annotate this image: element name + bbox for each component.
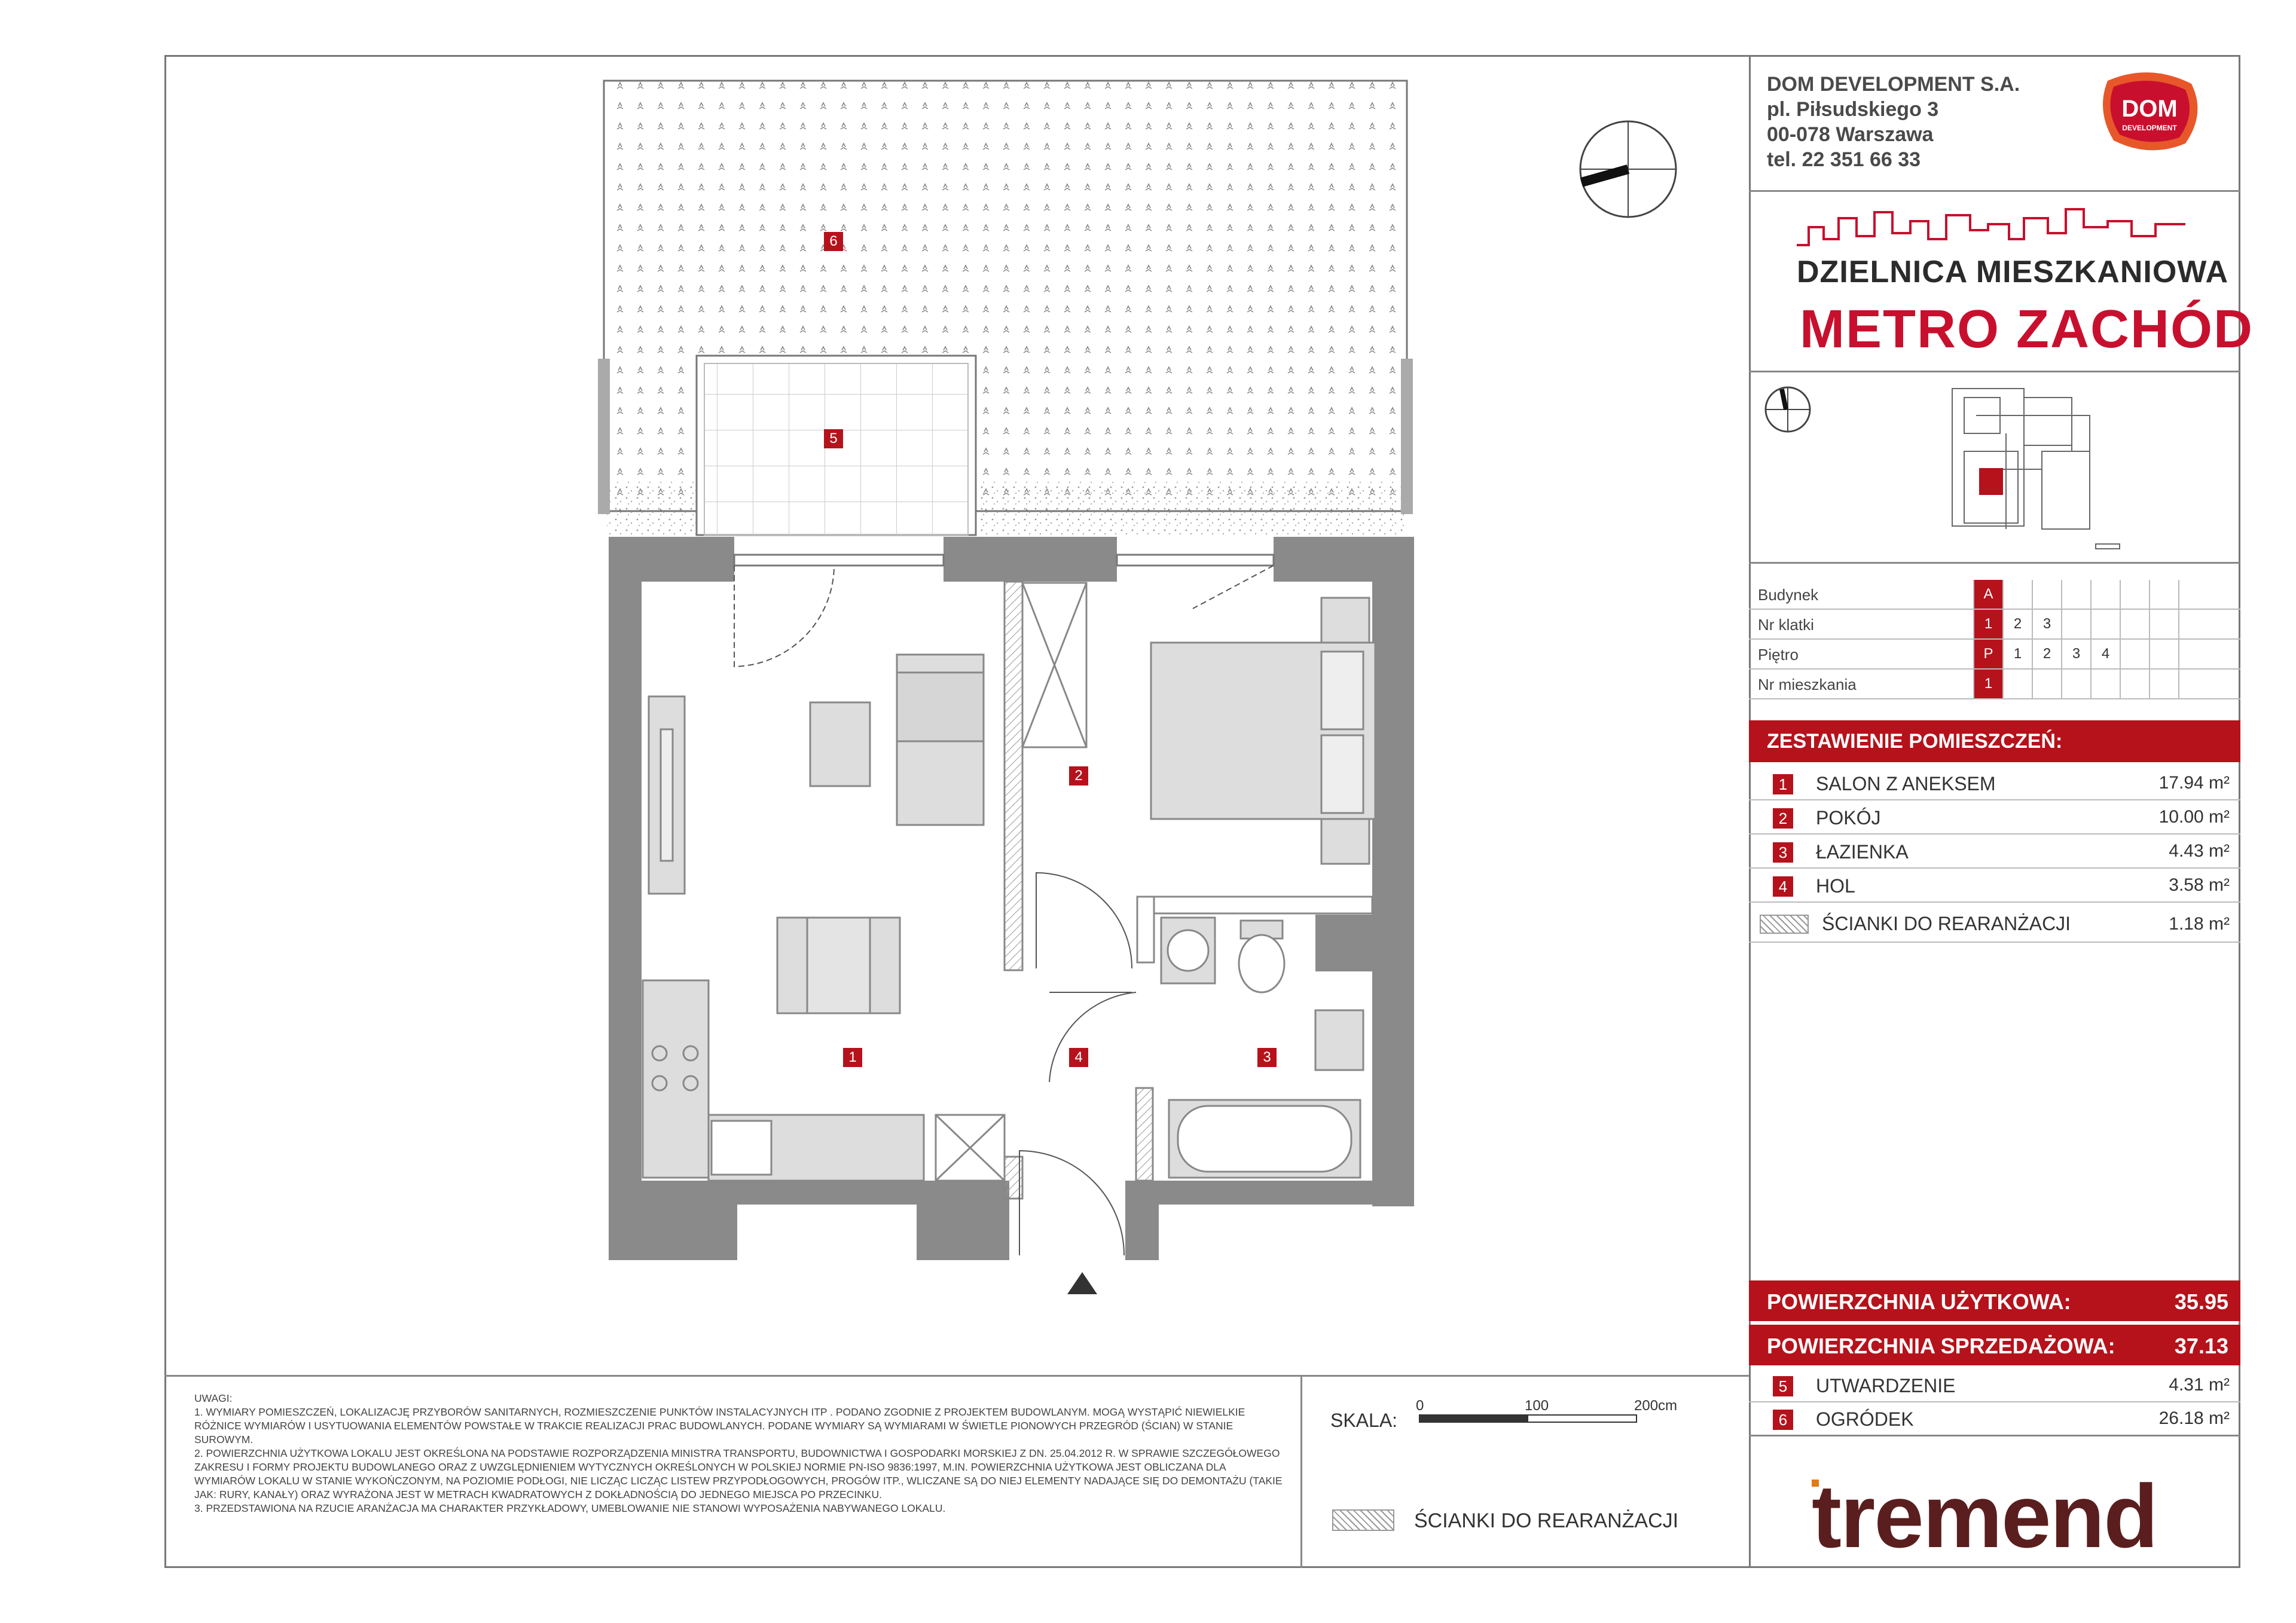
location-grid-cell (2090, 670, 2120, 698)
location-grid-label: Nr mieszkania (1758, 676, 1857, 693)
compass-icon (1580, 121, 1676, 217)
location-grid-cell (2120, 610, 2149, 638)
room-area: 3.58 m² (2169, 875, 2230, 895)
location-grid-cell: P (1973, 640, 2002, 668)
room-number: 3 (1773, 842, 1793, 863)
company-name: DOM DEVELOPMENT S.A. (1767, 73, 2020, 96)
walls-row-label: ŚCIANKI DO REARANŻACJI (1822, 913, 2071, 934)
company-phone: tel. 22 351 66 33 (1767, 148, 1921, 171)
location-grid-row (1749, 580, 2240, 610)
extra-number: 5 (1773, 1376, 1793, 1396)
location-grid-row (1749, 640, 2240, 670)
location-grid-cell: 3 (2032, 610, 2061, 638)
location-grid-cell: 1 (1973, 670, 2002, 698)
scale-tick-0: 0 (1416, 1398, 1424, 1414)
extra-area-row (1749, 1369, 2240, 1402)
location-grid-cell: A (1973, 580, 2002, 609)
usable-area-bar (1749, 1280, 2240, 1321)
room-row (1749, 767, 2240, 800)
location-grid-cell (2032, 580, 2061, 609)
extra-name: UTWARDZENIE (1816, 1375, 1956, 1396)
location-grid-cell (2178, 610, 2208, 638)
location-grid-cell (2149, 610, 2178, 638)
location-grid-cell: 3 (2061, 640, 2090, 668)
room-row (1749, 869, 2240, 903)
scale-tick-200: 200cm (1634, 1398, 1678, 1414)
room-name: ŁAZIENKA (1816, 841, 1909, 863)
entrance-arrow-icon (1067, 1272, 1097, 1294)
extra-area-row (1749, 1402, 2240, 1436)
note-1: 1. WYMIARY POMIESZCZEŃ, LOKALIZACJĘ PRZYBORÓW SANITARNYCH, ROZMIESZCZENIE PUNKTÓW INSTALACYJNYCH ITP . PODANO ZGODNIE Z PROJEKTEM BUDOWLANYM. MOGĄ WYSTĄPIĆ NIEWIELKIE RÓŻNICE WYMIARÓW I USYTUOWANIA ELEMENTÓW POWSTAŁE W TRAKCIE REALIZACJI PRAC BUDOWLANYCH. PODANE WYMIARY SĄ WYMIARAMI W ŚWIETLE PIONOWYCH PRZEGRÓD (ŚCIAN) W STANIE SUROWYM. (194, 1406, 1245, 1445)
location-grid-cell (2120, 580, 2149, 609)
note-2: 2. POWIERZCHNIA UŻYTKOWA LOKALU JEST OKREŚLONA NA PODSTAWIE ROZPORZĄDZENIA MINISTRA TRANSPORTU, BUDOWNICTWA I GOSPODARKI MORSKIEJ Z DN. 25.04.2012 R. W SPRAWIE SZCZEGÓŁOWEGO ZAKRESU I FORMY PROJEKTU BUDOWLANEGO ORAZ Z UWZGLĘDNIENIEM WYTYCZNYCH OKREŚLONYCH W POLSKIEJ NORMIE PN-ISO 9836:1997, M.IN. POWIERZCHNIA UŻYTKOWA JEST OBLICZANA DLA WYMIARÓW LOKALU W STANIE WYKOŃCZONYM, NA POZIOMIE PODŁOGI, NIE LICZĄC LICZĄC LISTEW PRZYPODŁOGOWYCH, PROGÓW ITP., WLICZANE SĄ DO NIEJ ELEMENTY NADAJĄCE SIĘ DO DEMONTAŻU (TAKIE JAK: RURY, KANAŁY) ORAZ WYRAŻONA JEST W METRACH KWADRATOWYCH Z DOKŁADNOŚCIĄ DO JEDNEGO MIEJSCA PO PRZECINKU. (194, 1447, 1283, 1500)
room-area: 10.00 m² (2158, 807, 2230, 827)
room-area: 17.94 m² (2158, 773, 2230, 793)
plan-marker-1: 1 (843, 1048, 862, 1067)
room-area: 4.43 m² (2169, 841, 2230, 861)
walls-row-area: 1.18 m² (2169, 914, 2230, 934)
location-grid-cell (2149, 640, 2178, 668)
room-number: 2 (1773, 808, 1793, 829)
legend-label: ŚCIANKI DO REARANŻACJI (1414, 1509, 1679, 1532)
location-grid-cell (2002, 670, 2032, 698)
location-grid-cell (2061, 580, 2090, 609)
plan-marker-4: 4 (1069, 1048, 1088, 1067)
plan-marker-6: 6 (824, 232, 843, 251)
extra-area: 26.18 m² (2158, 1408, 2230, 1428)
location-grid-label: Nr klatki (1758, 616, 1814, 634)
location-grid-cell (2178, 640, 2208, 668)
note-3: 3. PRZEDSTAWIONA NA RZUCIE ARANŻACJA MA CHARAKTER PRZYKŁADOWY, UMEBLOWANIE NIE STANOWI WYPOSAŻENIA NABYWANEGO LOKALU. (194, 1502, 946, 1514)
scale-label: SKALA: (1330, 1410, 1398, 1431)
room-name: POKÓJ (1816, 807, 1881, 829)
sale-area-bar (1749, 1325, 2240, 1365)
location-grid-label: Budynek (1758, 586, 1819, 604)
location-grid-cell (2120, 640, 2149, 668)
location-grid-cell (2061, 670, 2090, 698)
location-grid-cell (2090, 580, 2120, 609)
location-grid-cell (2149, 580, 2178, 609)
usable-area-value: 35.95 (2174, 1289, 2228, 1314)
divider (1749, 371, 2240, 372)
rooms-header (1749, 720, 2240, 762)
plan-marker-3: 3 (1257, 1048, 1277, 1067)
skyline-icon (1797, 203, 2185, 254)
location-grid-cell: 2 (2002, 610, 2032, 638)
walls-hatch-swatch (1760, 915, 1809, 934)
project-line-1: DZIELNICA MIESZKANIOWA (1797, 255, 2229, 289)
location-grid-cell (2061, 610, 2090, 638)
bottom-divider-vertical (1300, 1375, 1302, 1568)
plan-marker-2: 2 (1069, 766, 1088, 785)
extra-number: 6 (1773, 1410, 1793, 1430)
location-grid-cell (2178, 580, 2208, 609)
scale-tick-100: 100 (1525, 1398, 1549, 1414)
room-number: 1 (1773, 774, 1793, 794)
extra-area: 4.31 m² (2169, 1375, 2230, 1395)
scale-bar (1419, 1414, 1637, 1423)
location-grid-row (1749, 670, 2240, 699)
location-grid-cell (2090, 610, 2120, 638)
project-line-2: METRO ZACHÓD (1800, 299, 2254, 359)
room-row (1749, 801, 2240, 835)
divider (1749, 562, 2240, 564)
rooms-header-text: ZESTAWIENIE POMIESZCZEŃ: (1767, 730, 2063, 753)
location-grid-cell: 2 (2032, 640, 2061, 668)
divider (1749, 1435, 2240, 1436)
location-grid-cell (2178, 670, 2208, 698)
divider (1749, 190, 2240, 192)
notes-block (194, 1392, 1286, 1515)
company-address-city: 00-078 Warszawa (1767, 123, 1934, 146)
bottom-divider (164, 1375, 1749, 1377)
company-address-street: pl. Piłsudskiego 3 (1767, 98, 1939, 121)
location-grid-cell (2002, 580, 2032, 609)
company-logo (2096, 69, 2203, 158)
site-plan-thumbnail (1761, 380, 2239, 559)
room-number: 4 (1773, 876, 1793, 897)
location-grid-cell (2149, 670, 2178, 698)
location-grid-cell (2032, 670, 2061, 698)
room-name: HOL (1816, 875, 1855, 897)
room-row (1749, 835, 2240, 869)
walls-row (1749, 906, 2240, 943)
legend-hatch-swatch (1332, 1509, 1394, 1531)
location-grid-label: Piętro (1758, 646, 1799, 664)
usable-area-label: POWIERZCHNIA UŻYTKOWA: (1767, 1289, 2071, 1314)
location-grid-cell: 1 (2002, 640, 2032, 668)
location-grid (1749, 580, 2240, 699)
brand-logo: tremend (1812, 1466, 2157, 1566)
extra-name: OGRÓDEK (1816, 1408, 1914, 1430)
company-info (1767, 72, 2020, 172)
plan-marker-5: 5 (824, 429, 843, 448)
location-grid-cell: 4 (2090, 640, 2120, 668)
location-grid-row (1749, 610, 2240, 640)
logo-subtext: DEVELOPMENT (2122, 124, 2177, 132)
room-name: SALON Z ANEKSEM (1816, 773, 1996, 794)
logo-text: DOM (2121, 96, 2178, 122)
location-grid-cell (2120, 670, 2149, 698)
sale-area-label: POWIERZCHNIA SPRZEDAŻOWA: (1767, 1334, 2115, 1358)
sale-area-value: 37.13 (2174, 1334, 2228, 1358)
notes-title: UWAGI: (194, 1392, 233, 1404)
location-grid-cell: 1 (1973, 610, 2002, 638)
mini-compass-icon (1766, 387, 1810, 432)
